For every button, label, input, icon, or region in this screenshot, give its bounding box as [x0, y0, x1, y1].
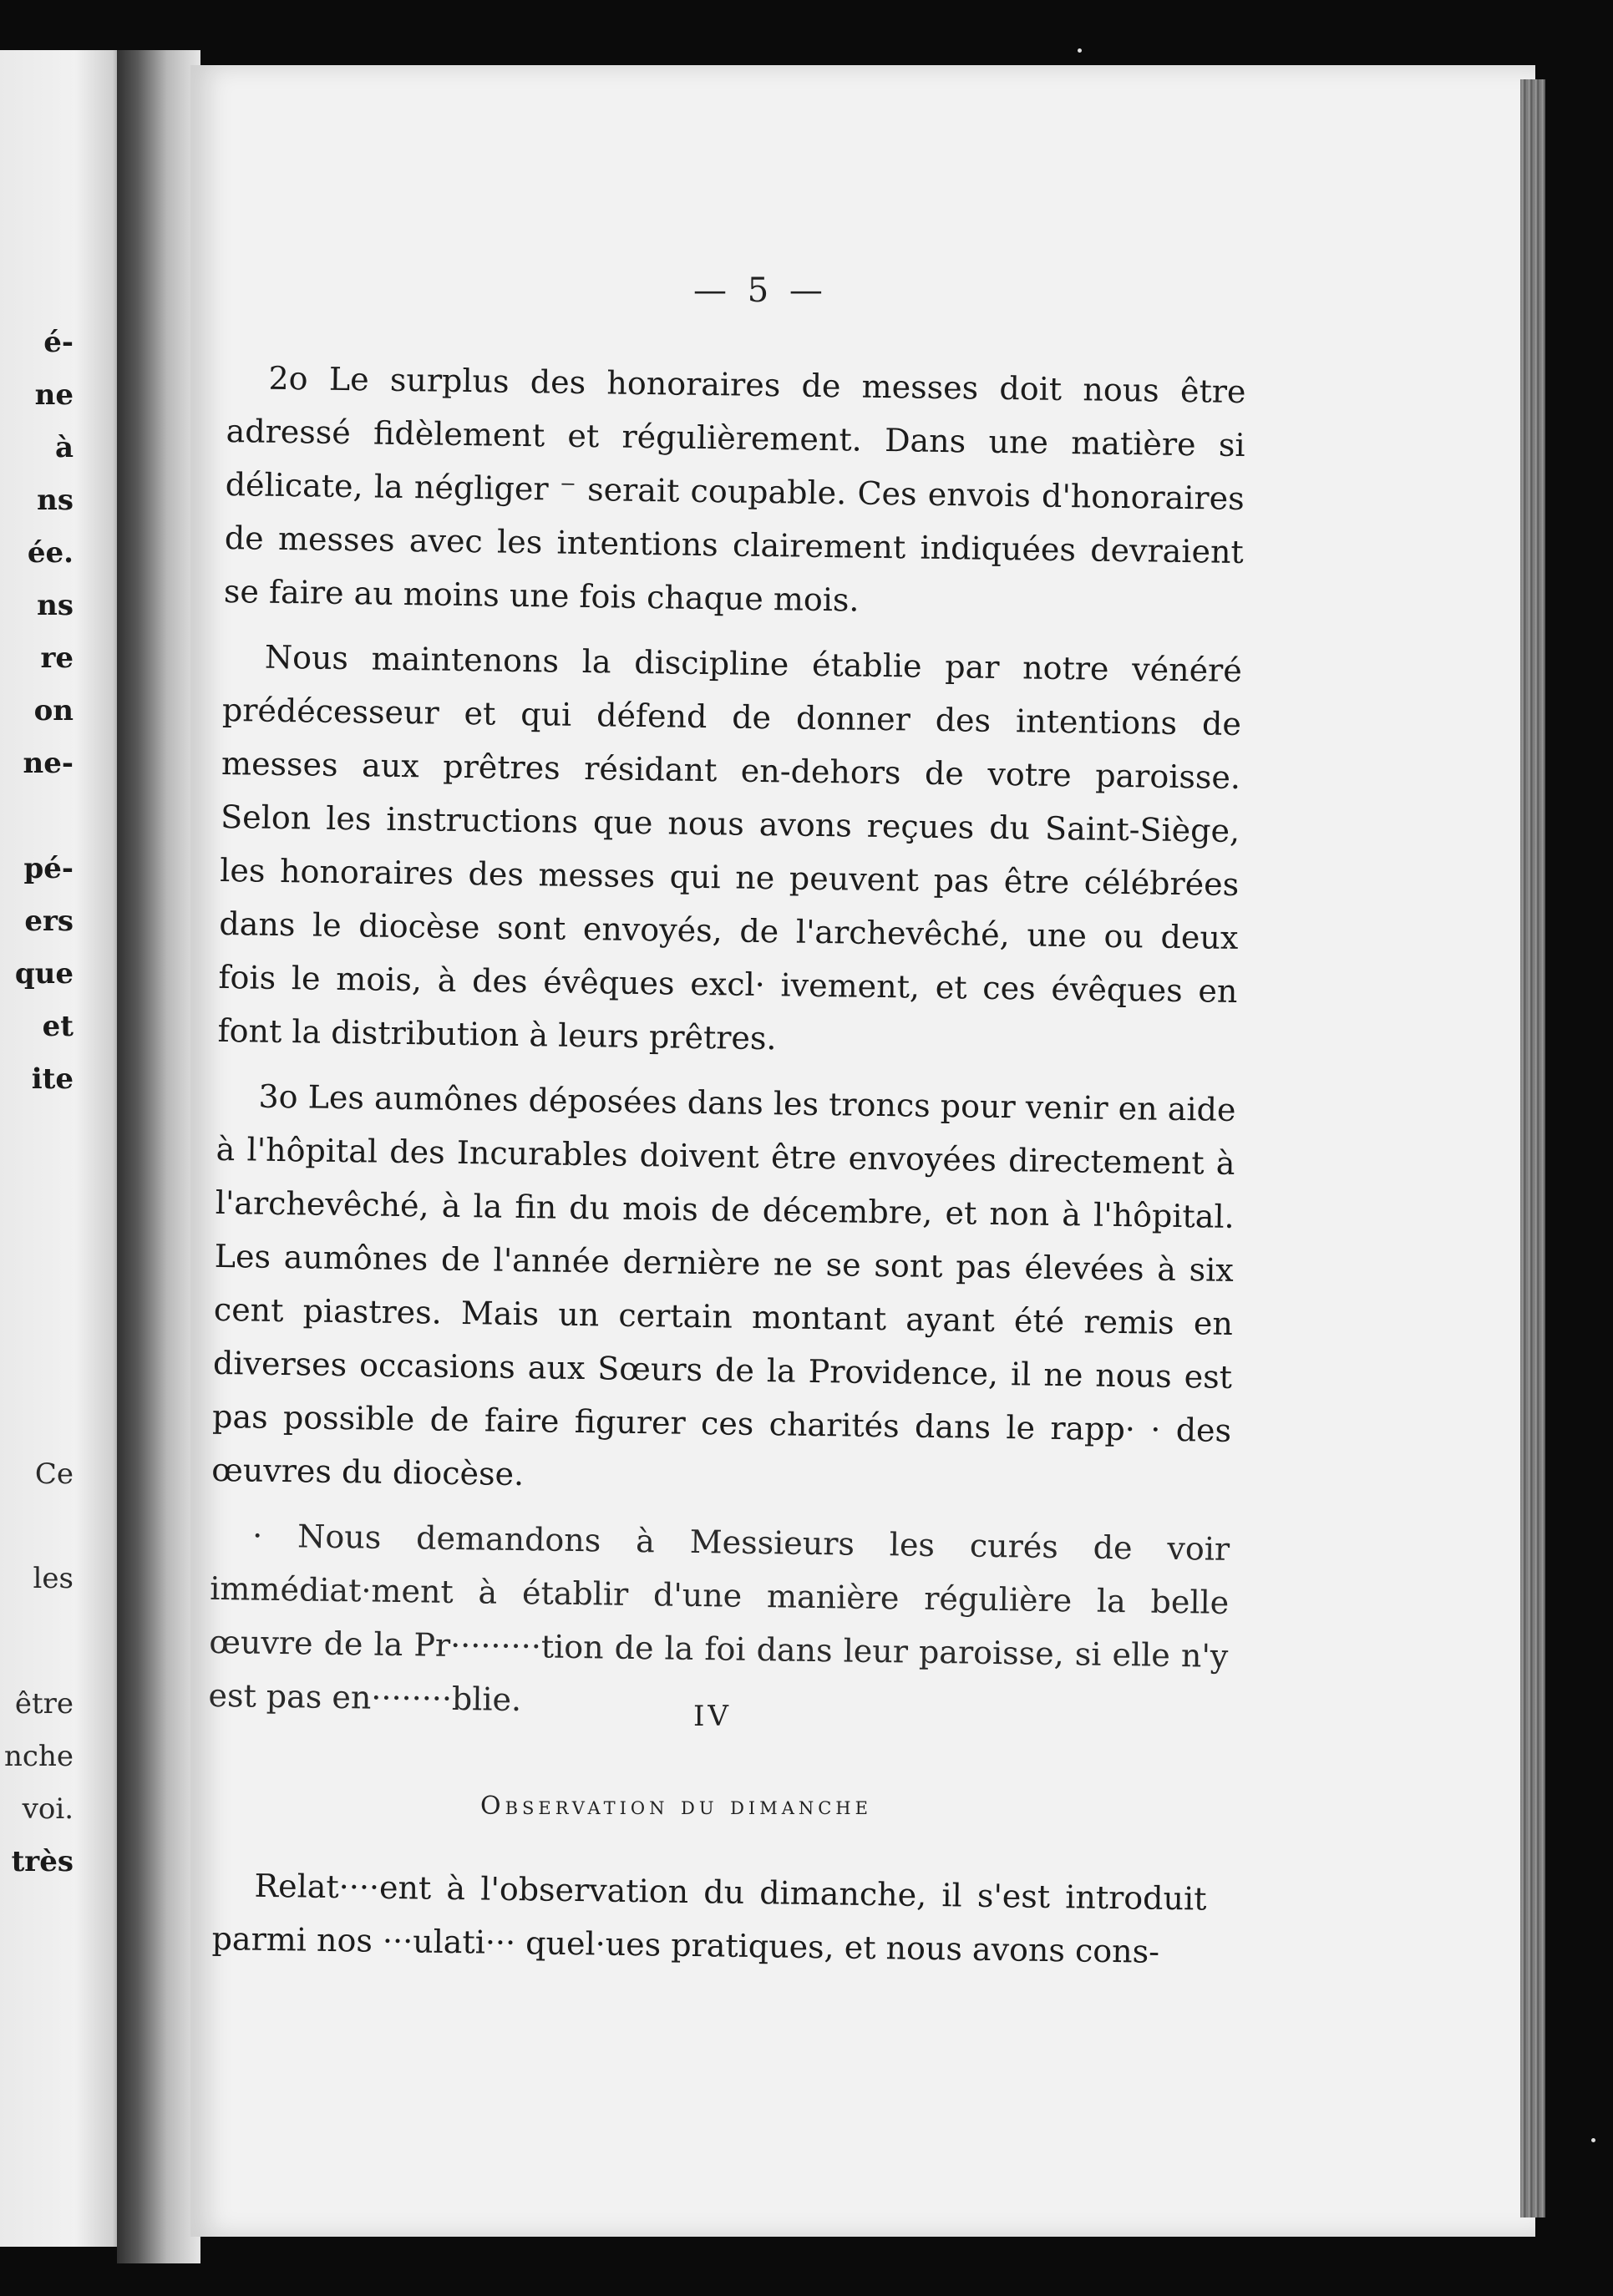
- left-facing-page: [0, 50, 125, 2247]
- left-fragment: re: [40, 641, 74, 675]
- left-fragment: é-: [43, 326, 74, 359]
- left-fragment: pé-: [23, 852, 74, 885]
- paragraph: · Nous demandons à Messieurs les curés de voir immédiat·ment à établir d'une manière régulière la belle œuvre de la Pr·········tion de la foi dans leur paroisse, si elle n'y est pas en········blie.: [208, 1517, 1230, 1719]
- left-fragment: ns: [37, 484, 74, 517]
- section-title: Observation du dimanche: [480, 1792, 872, 1821]
- paragraph: Nous maintenons la discipline établie par notre vénéré prédécesseur et qui défend de donner des intentions de messes aux prêtres résidant en-dehors de votre paroisse. Selon les instructions que nous avons reçues du Saint-Siège, les honoraires des messes qui ne peuvent pas être célébrées dans le diocèse sont envoyés, de l'archevêché, une ou deux fois le mois, à des évêques excl· ivement, et ces évêques en font la distribution à leurs prêtres.: [217, 638, 1243, 1057]
- left-fragment: ne-: [23, 747, 74, 780]
- left-fragment: les: [33, 1562, 74, 1595]
- left-fragment: ne: [34, 378, 74, 412]
- closing-paragraph: Relat····ent à l'observation du dimanche, il s'est introduit parmi nos ···ulati··· quel·ues pratiques, et nous avons cons-: [211, 1867, 1207, 1970]
- left-fragment: on: [33, 694, 74, 727]
- scan-speck: [1078, 48, 1082, 53]
- left-fragment: être: [14, 1687, 74, 1721]
- left-fragment: nche: [4, 1740, 74, 1773]
- page-edges: [1520, 79, 1545, 2217]
- left-fragment: ée.: [27, 536, 74, 570]
- page-number: — 5 —: [693, 271, 828, 310]
- left-fragment: et: [42, 1010, 74, 1043]
- scan-speck: [1591, 2138, 1595, 2142]
- body-text: [208, 351, 1246, 1748]
- left-fragment: ns: [37, 589, 74, 622]
- left-fragment: très: [11, 1845, 74, 1878]
- left-fragment: Ce: [34, 1457, 74, 1491]
- left-fragment: ers: [24, 905, 74, 938]
- section-number: IV: [693, 1700, 732, 1733]
- left-fragment: voi.: [22, 1792, 74, 1826]
- left-fragment: à: [54, 431, 74, 464]
- book-gutter: [117, 50, 200, 2263]
- paragraph: 2o Le surplus des honoraires de messes doit nous être adressé fidèlement et régulièrement. Dans une matière si délicate, la négliger ⁻ serait coupable. Ces envois d'honoraires de messes avec les intentions clairement indiquées devraient se faire au moins une fois chaque mois.: [223, 359, 1246, 619]
- paragraph: 3o Les aumônes déposées dans les troncs pour venir en aide à l'hôpital des Incurables doivent être envoyées directement à l'archevêché, à la fin du mois de décembre, et non à l'hôpital. Les aumônes de l'année dernière ne se sont pas élevées à six cent piastres. Mais un certain montant ayant été remis en diverses occasions aux Sœurs de la Providence, il ne nous est pas possible de faire figurer ces charités dans le rapp· · des œuvres du diocèse.: [211, 1077, 1236, 1493]
- left-fragment: que: [14, 957, 74, 991]
- left-fragment: ite: [31, 1062, 74, 1096]
